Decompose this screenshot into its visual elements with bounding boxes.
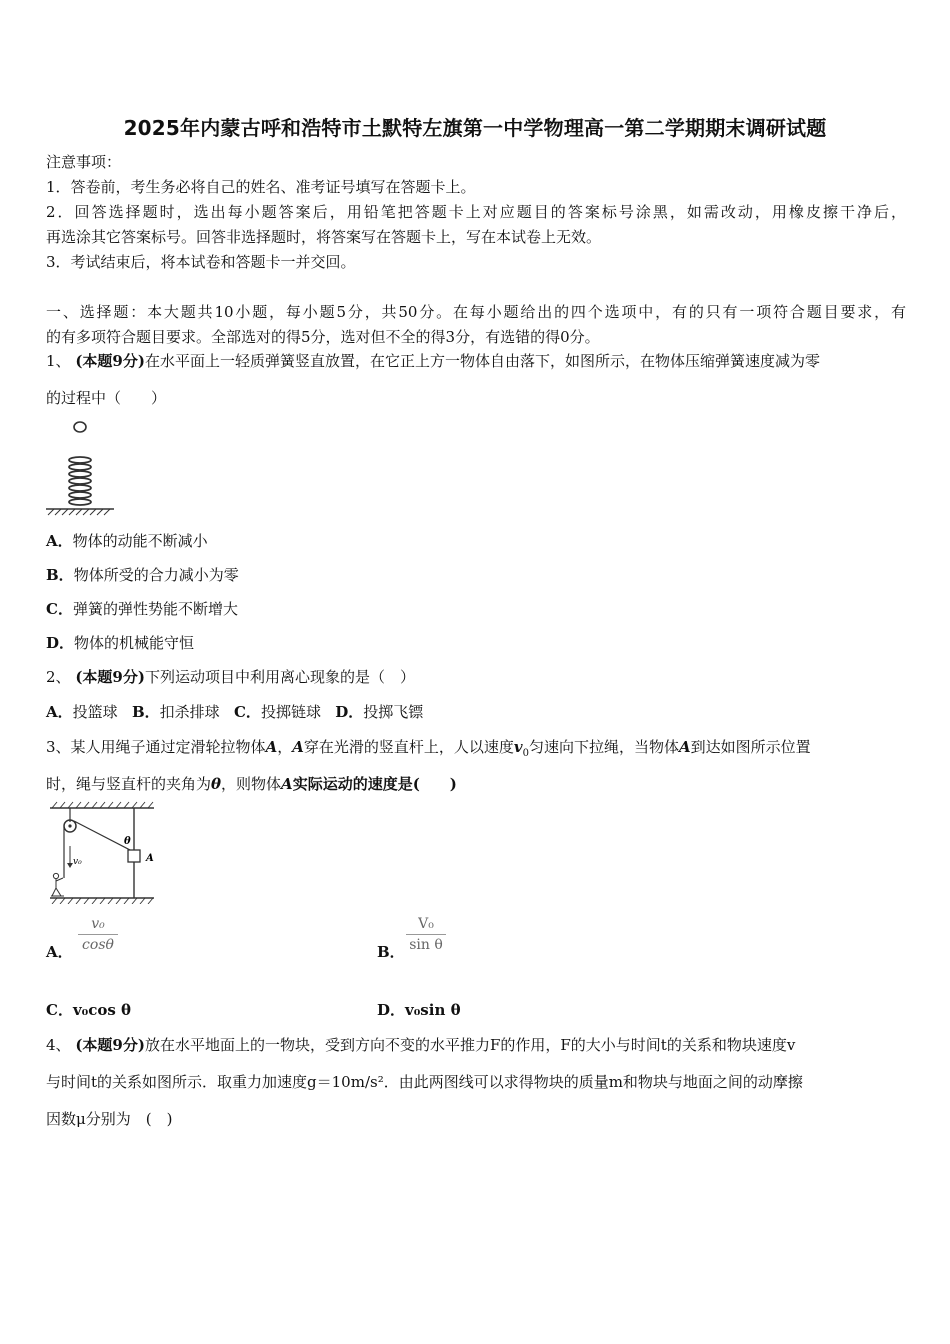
spring-figure: [44, 418, 116, 518]
ceiling-hatching: [52, 802, 153, 808]
q1-line-1: [46, 351, 820, 371]
pulley-figure: [46, 800, 158, 904]
falling-ball: [74, 422, 86, 432]
q1-option-a[interactable]: A．物体的动能不断减小: [46, 532, 208, 550]
q3-option-b-fraction[interactable]: V₀ sin θ: [406, 916, 446, 953]
notice-heading: 注意事项：: [46, 153, 122, 171]
q2-option-c[interactable]: C．投掷链球: [233, 703, 321, 721]
pulley-axle: [68, 824, 71, 827]
block-a: [128, 850, 140, 862]
section-1-line-2: 的有多项符合题目要求。全部选对的得5分，选对但不全的得3分，有选错的得0分。: [46, 328, 600, 346]
block-a-label: A: [146, 853, 154, 864]
q3-option-b-label[interactable]: B．: [377, 943, 405, 961]
q2-stem: 2、 (本题9分)下列运动项目中利用离心现象的是（ ）: [46, 668, 415, 686]
spring-coil: [69, 457, 91, 505]
notice-item-3: 3．考试结束后，将本试卷和答题卡一并交回。: [46, 253, 356, 271]
q1-number: 1、: [46, 352, 71, 370]
q2-option-a[interactable]: A．投篮球: [46, 703, 118, 721]
q3-option-a-label[interactable]: A．: [46, 943, 73, 961]
q2-option-b[interactable]: B．扣杀排球: [131, 703, 220, 721]
theta-label: θ: [124, 836, 131, 847]
notice-item-1: 1．答卷前，考生务必将自己的姓名、准考证号填写在答题卡上。: [46, 178, 476, 196]
q3-line-1: 3、某人用绳子通过定滑轮拉物体A，A穿在光滑的竖直杆上，人以速度$v_0$匀速向下拉绳，当物体A到达如图所示位置: [46, 738, 811, 759]
velocity-label: v₀: [73, 857, 82, 867]
q2-option-d[interactable]: D．投掷飞镖: [335, 703, 424, 721]
q1-score: (本题9分): [75, 352, 145, 370]
page-title: 2025年内蒙古呼和浩特市土默特左旗第一中学物理高一第二学期期末调研试题: [123, 116, 827, 140]
q3-option-c[interactable]: C．v₀cos θ: [46, 1001, 132, 1019]
ground-hatching: [48, 509, 110, 515]
q4-line-3: 因数μ分别为 ( ): [46, 1110, 173, 1128]
q2-options: [46, 702, 423, 722]
q1-option-c[interactable]: C．弹簧的弹性势能不断增大: [46, 600, 238, 618]
q1-line-2: 的过程中（ ）: [46, 389, 167, 407]
section-1-line-1: 一、选择题：本大题共10小题，每小题5分，共50分。在每小题给出的四个选项中，有的只有一项符合题目要求，有: [46, 303, 906, 321]
q4-line-1: 4、 (本题9分)放在水平地面上的一物块，受到方向不变的水平推力F的作用，F的大小与时间t的关系和物块速度v: [46, 1036, 796, 1054]
q4-line-2: 与时间t的关系如图所示．取重力加速度g＝10m/s²．由此两图线可以求得物块的质量m和物块与地面之间的动摩擦: [46, 1073, 803, 1091]
person-figure: [51, 873, 64, 896]
q1-text-a: 在水平面上一轻质弹簧竖直放置，在它正上方一物体自由落下，如图所示，在物体压缩弹簧速度减为零: [144, 352, 820, 370]
notice-item-2b: 再选涂其它答案标号。回答非选择题时，将答案写在答题卡上，写在本试卷上无效。: [46, 228, 602, 246]
q1-option-b[interactable]: B．物体所受的合力减小为零: [46, 566, 239, 584]
floor-hatching: [52, 898, 153, 904]
q3-option-a-fraction[interactable]: v₀ cosθ: [78, 916, 118, 953]
q3-option-d[interactable]: D．v₀sin θ: [377, 1001, 461, 1019]
q1-option-d[interactable]: D．物体的机械能守恒: [46, 634, 195, 652]
q3-line-2: 时，绳与竖直杆的夹角为θ，则物体A实际运动的速度是( ): [46, 775, 457, 793]
notice-item-2a: 2．回答选择题时，选出每小题答案后，用铅笔把答题卡上对应题目的答案标号涂黑，如需改动，用橡皮擦干净后，: [46, 203, 906, 221]
